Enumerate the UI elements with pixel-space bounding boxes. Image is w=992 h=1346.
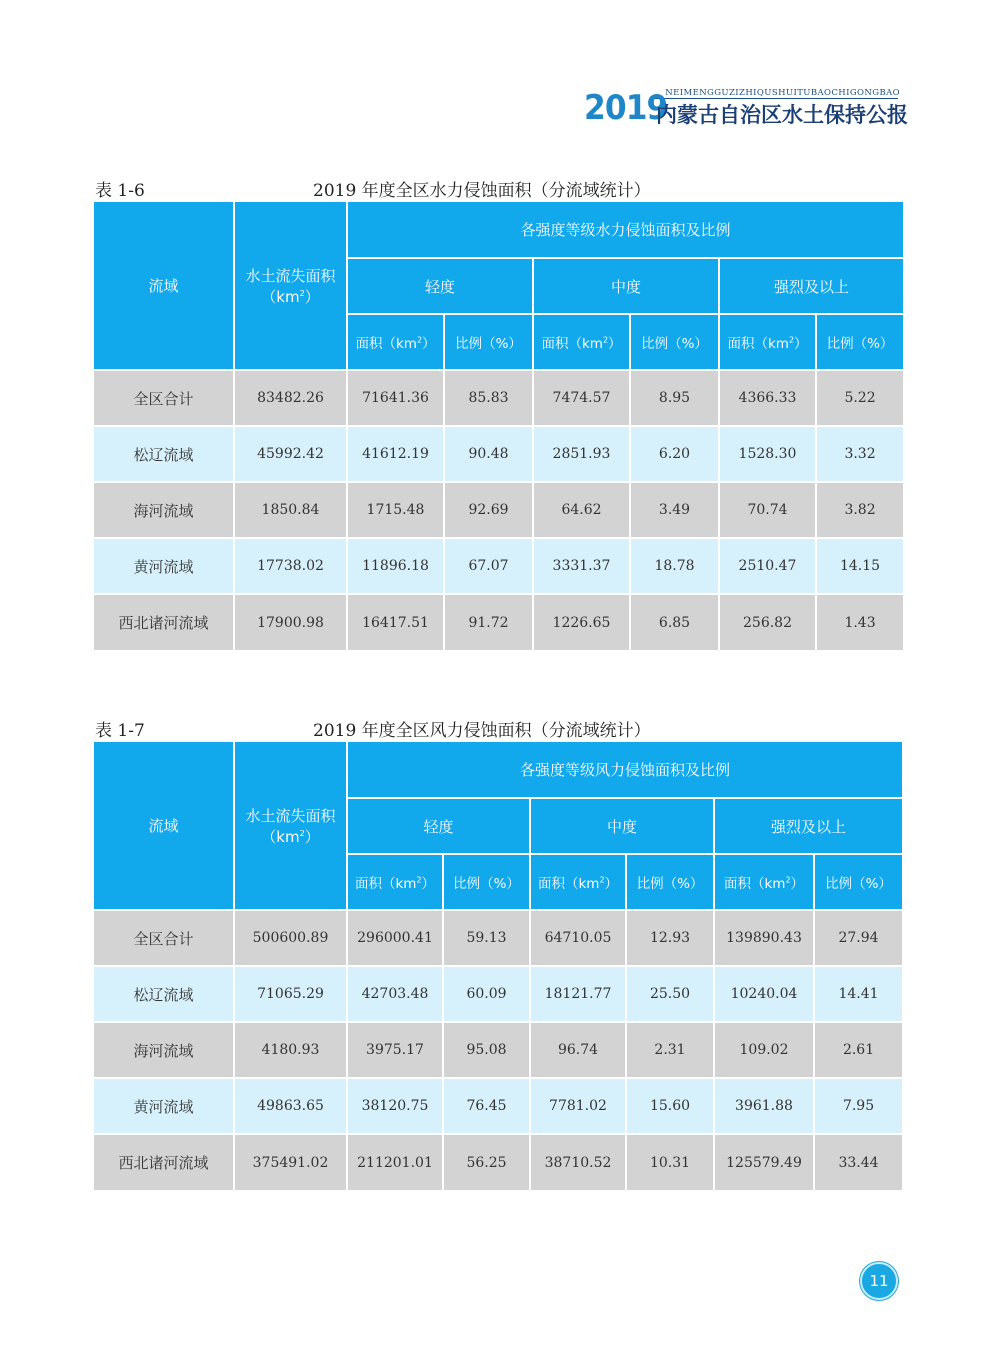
header-ratio: 比例（%）	[815, 855, 902, 909]
cell: 33.44	[815, 1135, 902, 1190]
table-row	[94, 539, 903, 593]
header-basin: 流域	[94, 202, 233, 369]
cell: 59.13	[444, 911, 529, 965]
cell-basin: 全区合计	[94, 911, 233, 965]
cell: 17738.02	[235, 539, 346, 593]
cell: 60.09	[444, 967, 529, 1021]
header-light: 轻度	[348, 799, 529, 853]
cell: 3.82	[817, 483, 903, 537]
header-group: 各强度等级风力侵蚀面积及比例	[348, 742, 902, 797]
header-ratio: 比例（%）	[445, 315, 532, 369]
header-area: 面积$(km^2)$	[348, 855, 442, 909]
cell: 3961.88	[715, 1079, 813, 1133]
table-1-7-caption	[95, 716, 898, 740]
table-row	[94, 371, 903, 425]
cell: 500600.89	[235, 911, 346, 965]
cell: 41612.19	[348, 427, 443, 481]
cell: 256.82	[720, 595, 815, 650]
cell: 64.62	[534, 483, 629, 537]
table-row	[94, 1079, 902, 1133]
header-ratio: 比例（%）	[817, 315, 903, 369]
table-number: 表 1-7	[95, 721, 145, 741]
cell: 76.45	[444, 1079, 529, 1133]
header-area: 面积$(km^2)$	[348, 315, 443, 369]
cell: 42703.48	[348, 967, 442, 1021]
cell: 6.85	[631, 595, 718, 650]
cell: 16417.51	[348, 595, 443, 650]
cell: 67.07	[445, 539, 532, 593]
cell: 85.83	[445, 371, 532, 425]
table-row	[94, 1023, 902, 1077]
cell: 17900.98	[235, 595, 346, 650]
cell: 1.43	[817, 595, 903, 650]
cell: 6.20	[631, 427, 718, 481]
cell: 92.69	[445, 483, 532, 537]
table-row	[94, 595, 903, 650]
cell: 18.78	[631, 539, 718, 593]
cell: 3.49	[631, 483, 718, 537]
cell: 3975.17	[348, 1023, 442, 1077]
cell: 8.95	[631, 371, 718, 425]
cell: 95.08	[444, 1023, 529, 1077]
cell-basin: 黄河流域	[94, 539, 233, 593]
cell-basin: 西北诸河流域	[94, 595, 233, 650]
cell-basin: 全区合计	[94, 371, 233, 425]
cell: 7781.02	[531, 1079, 625, 1133]
cell: 125579.49	[715, 1135, 813, 1190]
cell: 3331.37	[534, 539, 629, 593]
cell: 1528.30	[720, 427, 815, 481]
cell: 11896.18	[348, 539, 443, 593]
cell: 38710.52	[531, 1135, 625, 1190]
table-number: 表 1-6	[95, 181, 145, 201]
header-pinyin: NEIMENGGUZIZHIQUSHUITUBAOCHIGONGBAO	[665, 88, 900, 98]
header-ratio: 比例（%）	[444, 855, 529, 909]
cell: 70.74	[720, 483, 815, 537]
header-loss-area: 水土流失面积 $(km^2)$	[235, 742, 346, 909]
cell-basin: 松辽流域	[94, 427, 233, 481]
header-area: 面积$(km^2)$	[715, 855, 813, 909]
table-title: 2019 年度全区风力侵蚀面积（分流域统计）	[313, 721, 651, 741]
header-severe: 强烈及以上	[720, 259, 903, 313]
table-row	[94, 483, 903, 537]
cell: 375491.02	[235, 1135, 346, 1190]
cell: 296000.41	[348, 911, 442, 965]
cell: 4180.93	[235, 1023, 346, 1077]
cell: 10240.04	[715, 967, 813, 1021]
cell: 45992.42	[235, 427, 346, 481]
cell: 211201.01	[348, 1135, 442, 1190]
page-number-badge: 11	[860, 1262, 898, 1300]
cell: 7474.57	[534, 371, 629, 425]
header-moderate: 中度	[534, 259, 718, 313]
header-area: 面积$(km^2)$	[531, 855, 625, 909]
cell: 83482.26	[235, 371, 346, 425]
page-header	[0, 0, 992, 140]
cell: 96.74	[531, 1023, 625, 1077]
cell: 1850.84	[235, 483, 346, 537]
cell-basin: 海河流域	[94, 1023, 233, 1077]
cell: 1226.65	[534, 595, 629, 650]
cell: 2851.93	[534, 427, 629, 481]
cell: 7.95	[815, 1079, 902, 1133]
table-1-6	[92, 200, 905, 652]
cell: 2510.47	[720, 539, 815, 593]
cell-basin: 黄河流域	[94, 1079, 233, 1133]
cell: 2.61	[815, 1023, 902, 1077]
header-ratio: 比例（%）	[627, 855, 713, 909]
cell: 2.31	[627, 1023, 713, 1077]
cell: 4366.33	[720, 371, 815, 425]
cell: 49863.65	[235, 1079, 346, 1133]
cell: 71641.36	[348, 371, 443, 425]
header-moderate: 中度	[531, 799, 713, 853]
header-area: 面积$(km^2)$	[720, 315, 815, 369]
cell: 18121.77	[531, 967, 625, 1021]
cell-basin: 海河流域	[94, 483, 233, 537]
cell: 5.22	[817, 371, 903, 425]
cell: 38120.75	[348, 1079, 442, 1133]
cell: 10.31	[627, 1135, 713, 1190]
table-row	[94, 1135, 902, 1190]
table-row	[94, 967, 902, 1021]
cell: 64710.05	[531, 911, 625, 965]
header-area: 面积$(km^2)$	[534, 315, 629, 369]
table-title: 2019 年度全区水力侵蚀面积（分流域统计）	[313, 181, 651, 201]
header-basin: 流域	[94, 742, 233, 909]
cell-basin: 西北诸河流域	[94, 1135, 233, 1190]
header-light: 轻度	[348, 259, 532, 313]
header-severe: 强烈及以上	[715, 799, 902, 853]
table-1-6-caption	[95, 176, 898, 200]
cell: 27.94	[815, 911, 902, 965]
cell: 139890.43	[715, 911, 813, 965]
cell: 90.48	[445, 427, 532, 481]
header-ratio: 比例（%）	[631, 315, 718, 369]
cell: 56.25	[444, 1135, 529, 1190]
cell: 71065.29	[235, 967, 346, 1021]
table-row	[94, 911, 902, 965]
cell-basin: 松辽流域	[94, 967, 233, 1021]
header-year: 2019	[584, 88, 668, 128]
cell: 15.60	[627, 1079, 713, 1133]
cell: 1715.48	[348, 483, 443, 537]
cell: 3.32	[817, 427, 903, 481]
cell: 91.72	[445, 595, 532, 650]
header-loss-area: 水土流失面积 $(km^2)$	[235, 202, 346, 369]
cell: 14.41	[815, 967, 902, 1021]
header-title: 内蒙古自治区水土保持公报	[656, 103, 908, 127]
cell: 12.93	[627, 911, 713, 965]
cell: 25.50	[627, 967, 713, 1021]
table-row	[94, 427, 903, 481]
cell: 109.02	[715, 1023, 813, 1077]
table-1-7	[92, 740, 904, 1192]
header-group: 各强度等级水力侵蚀面积及比例	[348, 202, 903, 257]
cell: 14.15	[817, 539, 903, 593]
